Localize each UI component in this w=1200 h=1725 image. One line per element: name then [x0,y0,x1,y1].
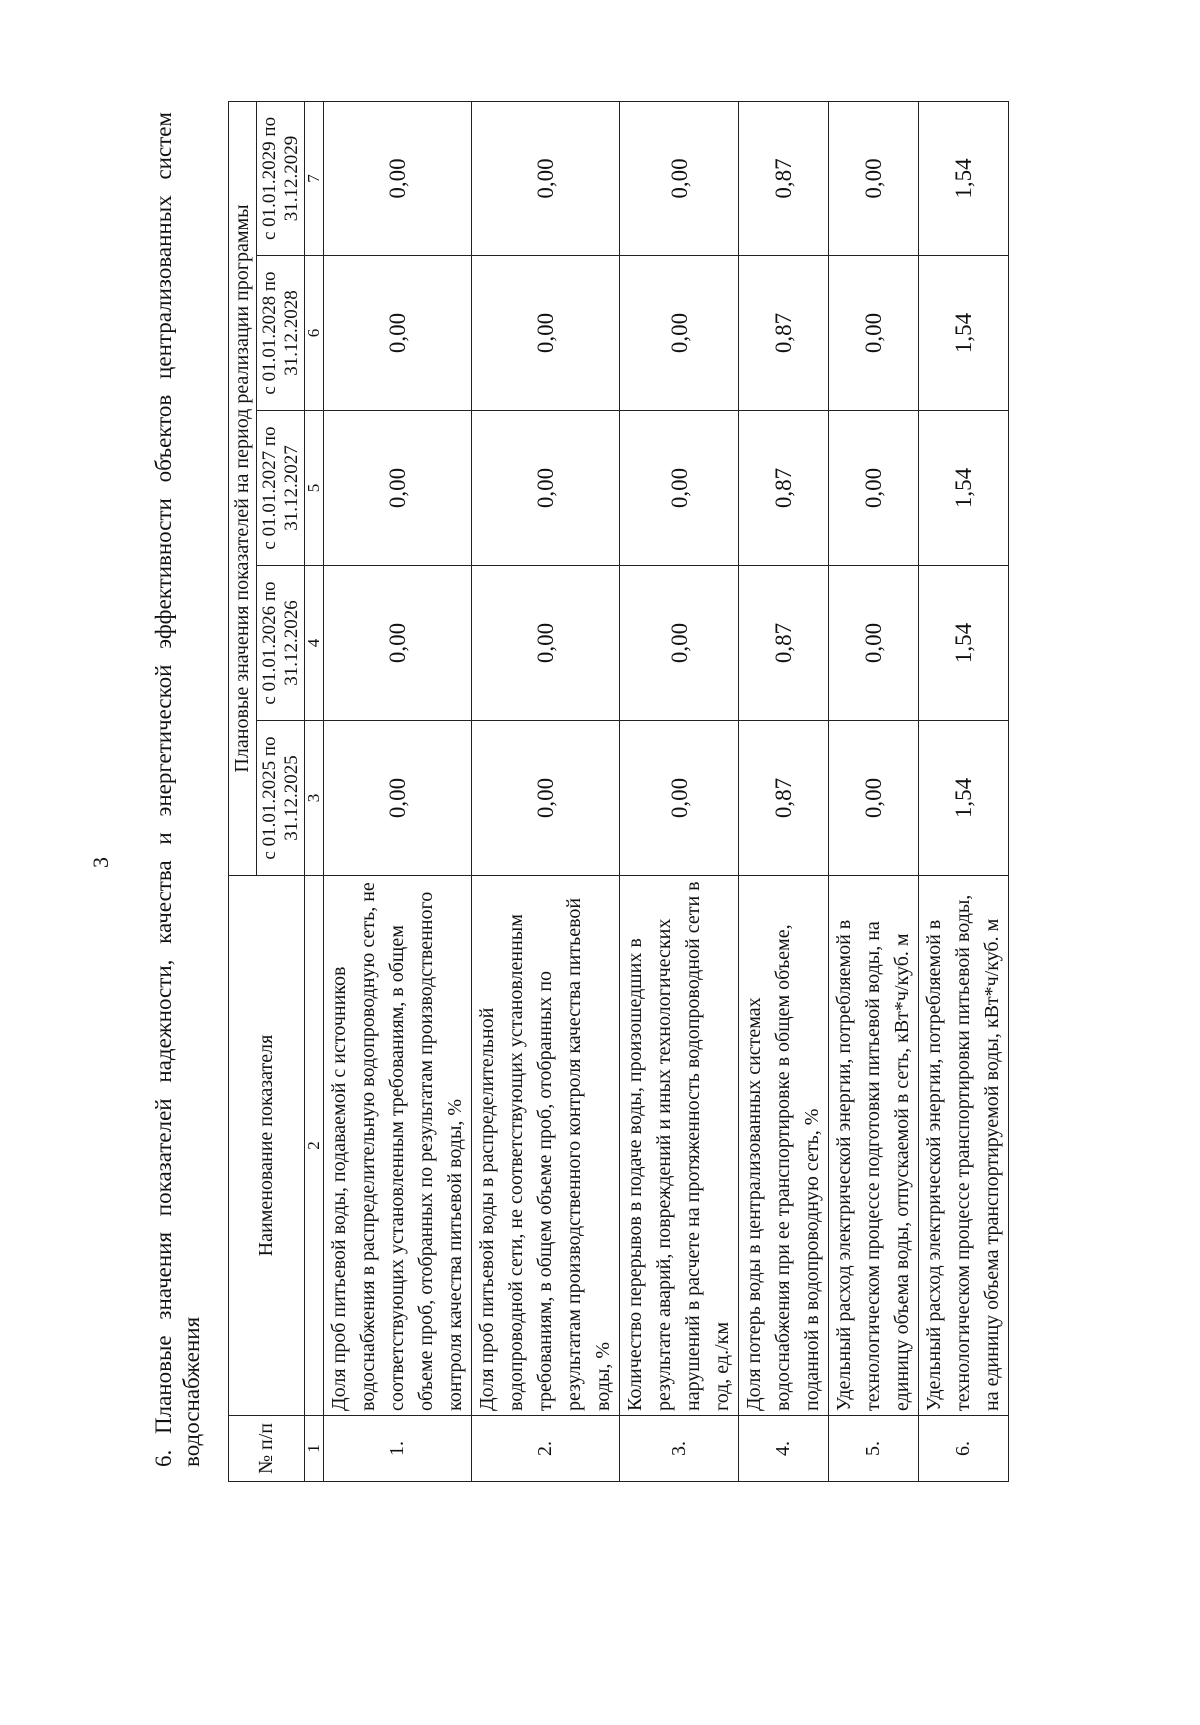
table-row [472,101,620,1481]
row-number: 5. [829,1416,919,1482]
column-index: 5 [305,411,324,566]
value-cell: 0,00 [829,566,919,721]
row-number: 4. [739,1416,829,1482]
indicators-table [228,101,1009,1482]
indicator-name: Удельный расход электрической энергии, потребляемой в технологическом процессе транспортировки питьевой воды, на единицу объема транспортируемой воды, кВт*ч/куб. м [919,876,1009,1416]
value-cell: 0,00 [324,101,472,255]
value-cell: 0,00 [472,101,620,255]
column-index: 2 [305,876,324,1416]
value-cell: 0,00 [472,721,620,876]
value-cell: 0,87 [739,411,829,566]
value-cell: 0,00 [472,566,620,721]
value-cell: 0,00 [829,256,919,411]
value-cell: 1,54 [919,411,1009,566]
column-index: 4 [305,566,324,721]
value-cell: 1,54 [919,101,1009,255]
table-row [829,101,919,1481]
value-cell: 0,00 [829,721,919,876]
value-cell: 1,54 [919,256,1009,411]
value-cell: 0,00 [472,256,620,411]
value-cell: 0,87 [739,101,829,255]
value-cell: 0,00 [324,256,472,411]
value-cell: 0,00 [829,411,919,566]
value-cell: 0,00 [324,411,472,566]
table-row [739,101,829,1481]
row-number: 2. [472,1416,620,1482]
value-cell: 0,00 [620,101,739,255]
table-row [324,101,472,1481]
value-cell: 0,87 [739,721,829,876]
header-period: с 01.01.2026 по 31.12.2026 [257,566,305,721]
indicator-name: Доля проб питьевой воды в распределительной водопроводной сети, не соответствующих установленным требованиям, в общем объеме проб, отобранных по результатам производственного контроля качества питьевой воды, % [472,876,620,1416]
value-cell: 1,54 [919,721,1009,876]
header-number: № п/п [229,1416,305,1482]
table-row [919,101,1009,1481]
header-period: с 01.01.2027 по 31.12.2027 [257,411,305,566]
value-cell: 0,00 [324,721,472,876]
table-row [620,101,739,1481]
value-cell: 0,00 [620,721,739,876]
header-period: с 01.01.2025 по 31.12.2025 [257,721,305,876]
header-planned-values: Плановые значения показателей на период реализации программы [229,101,257,875]
value-cell: 1,54 [919,566,1009,721]
indicator-name: Доля проб питьевой воды, подаваемой с источников водоснабжения в распределительную водопроводную сеть, не соответствующих установленным требованиям, в общем объеме проб, отобранных по результатам производственного контроля качества питьевой воды, % [324,876,472,1416]
value-cell: 0,00 [620,411,739,566]
column-index: 7 [305,101,324,255]
indicator-name: Удельный расход электрической энергии, потребляемой в технологическом процессе подготовки питьевой воды, на единицу объема воды, отпускаемой в сеть, кВт*ч/куб. м [829,876,919,1416]
value-cell: 0,00 [620,256,739,411]
column-index: 3 [305,721,324,876]
value-cell: 0,00 [620,566,739,721]
page-number: 3 [88,857,113,868]
column-index: 6 [305,256,324,411]
row-number: 6. [919,1416,1009,1482]
value-cell: 0,00 [472,411,620,566]
row-number: 3. [620,1416,739,1482]
value-cell: 0,00 [324,566,472,721]
indicator-name: Количество перерывов в подаче воды, произошедших в результате аварий, повреждений и иных технологических нарушений в расчете на протяженность водопроводной сети в год, ед./км [620,876,739,1416]
indicator-name: Доля потерь воды в централизованных системах водоснабжения при ее транспортировке в общем объеме, поданной в водопроводную сеть, % [739,876,829,1416]
value-cell: 0,87 [739,566,829,721]
header-period: с 01.01.2029 по 31.12.2029 [257,101,305,255]
header-period: с 01.01.2028 по 31.12.2028 [257,256,305,411]
value-cell: 0,87 [739,256,829,411]
header-indicator-name: Наименование показателя [229,876,305,1416]
column-index: 1 [305,1416,324,1482]
value-cell: 0,00 [829,101,919,255]
row-number: 1. [324,1416,472,1482]
section-heading: 6. Плановые значения показателей надежности, качества и энергетической эффективности объектов централизованных систем водоснабжения [151,112,204,1467]
